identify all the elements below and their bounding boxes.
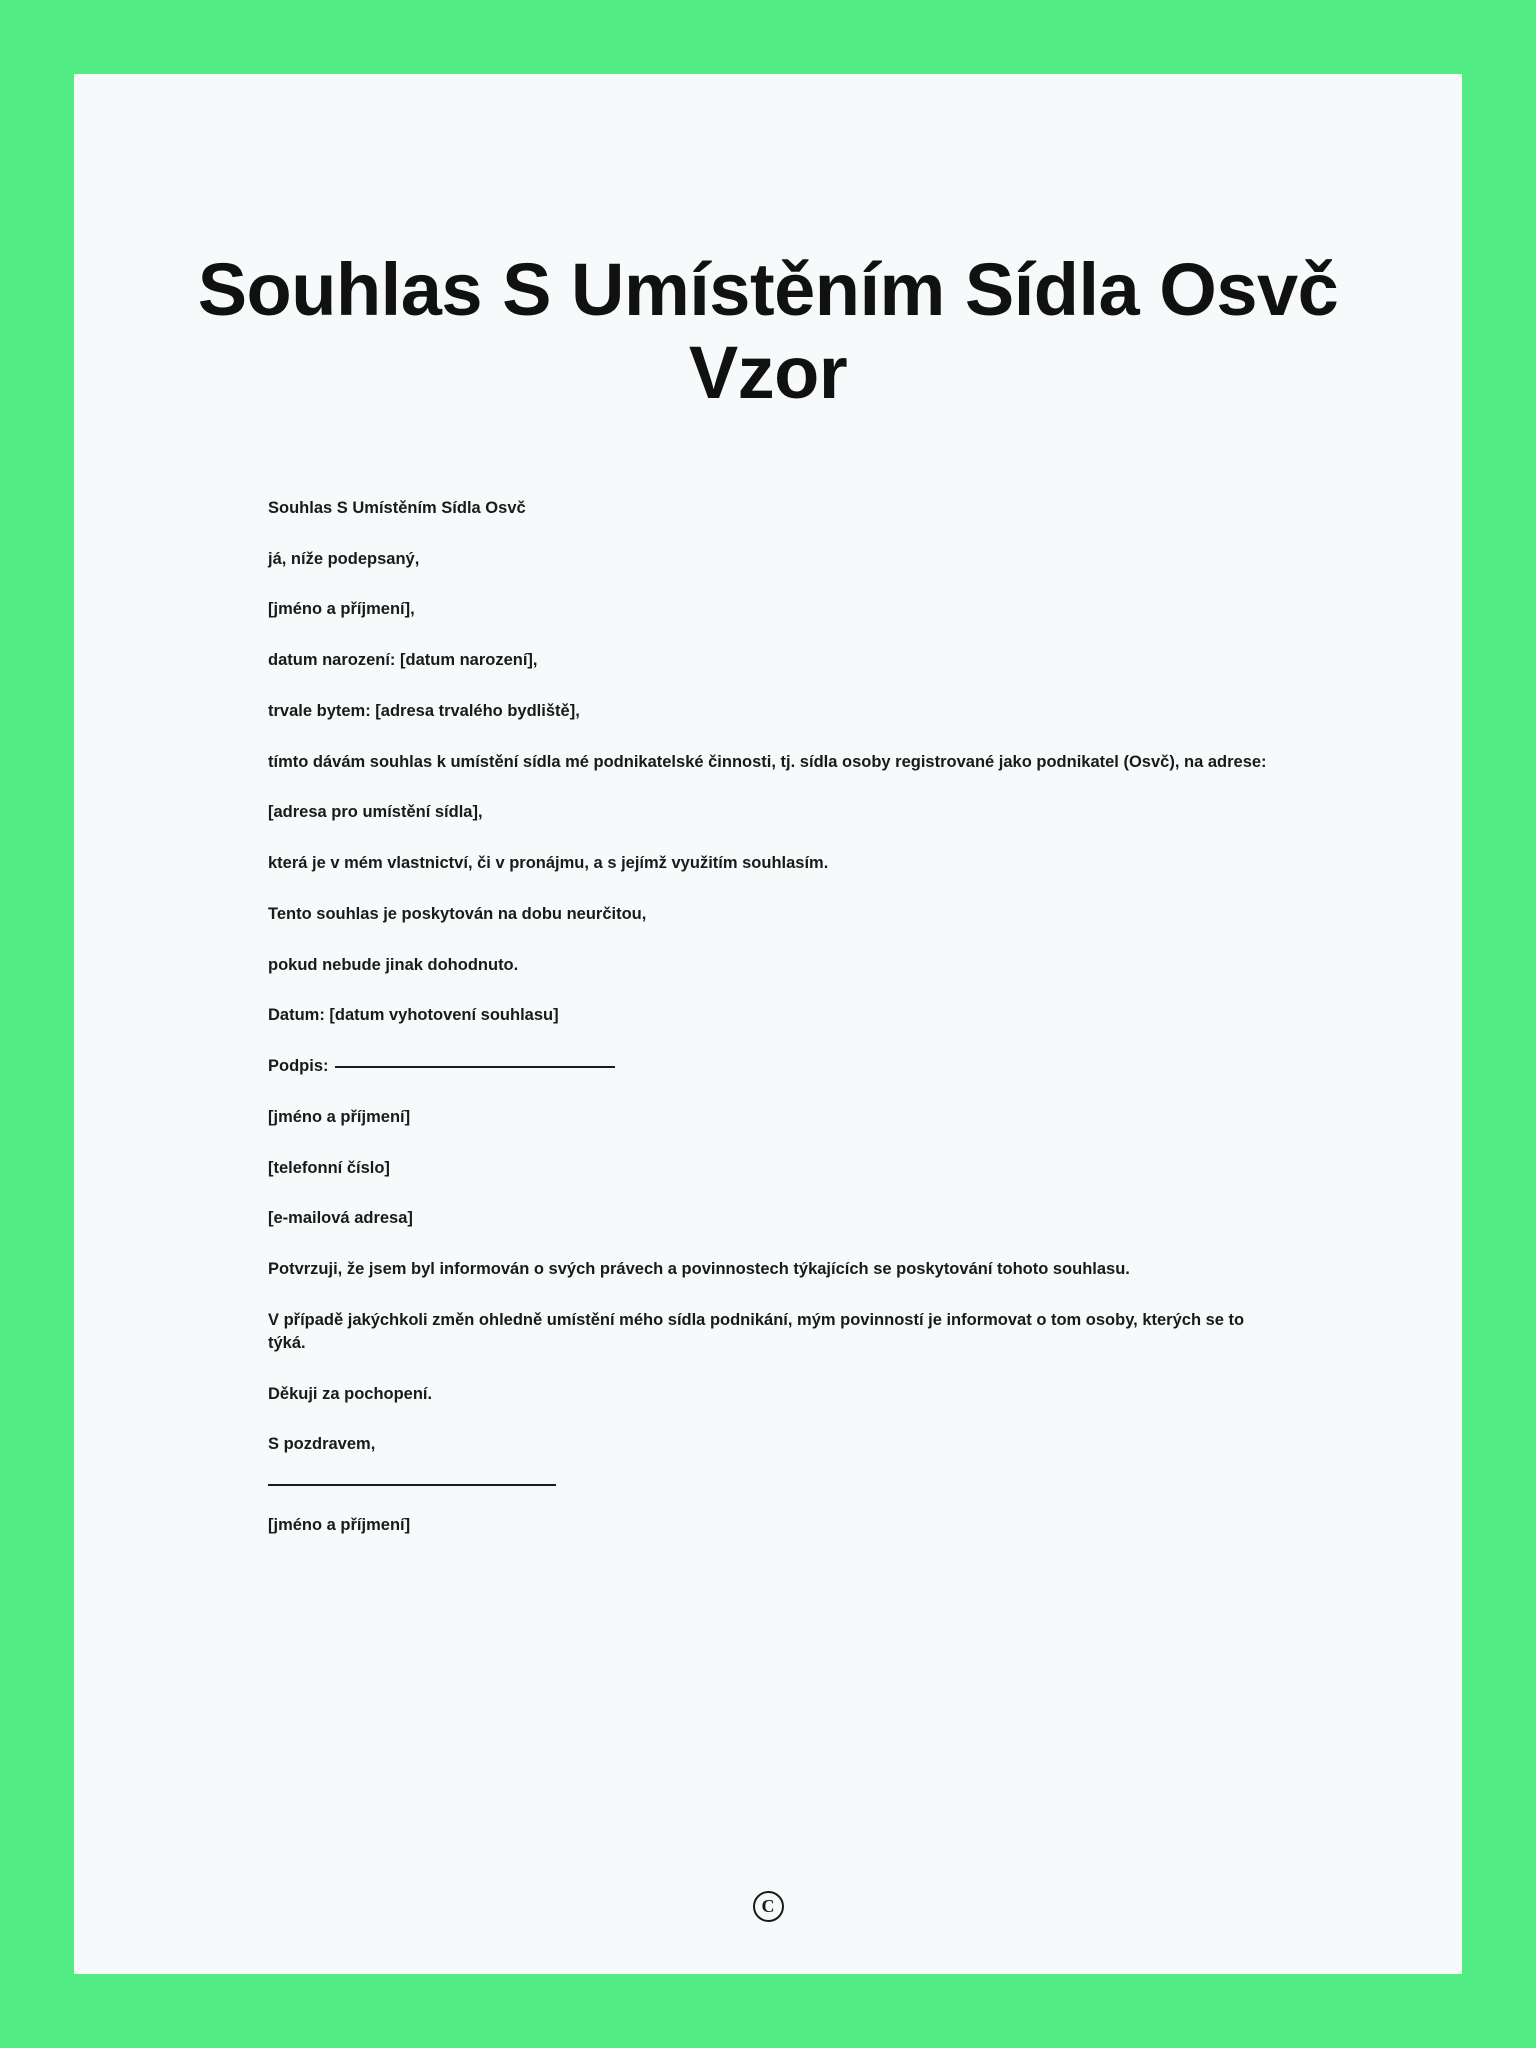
paragraph-change-notice: V případě jakýchkoli změn ohledně umístění mého sídla podnikání, mým povinností je informovat o tom osoby, kterých se to týká. <box>268 1311 1245 1352</box>
copyright-icon: C <box>753 1891 784 1922</box>
closing-signature-rule <box>268 1484 556 1486</box>
paragraph-date: Datum: [datum vyhotovení souhlasu] <box>268 1006 559 1025</box>
signer-email: [e-mailová adresa] <box>268 1209 413 1228</box>
closing-name: [jméno a příjmení] <box>268 1516 411 1535</box>
page-title: Souhlas S Umístěním Sídla Osvč Vzor <box>197 248 1339 414</box>
paragraph-name: [jméno a příjmení], <box>268 600 415 619</box>
signer-phone: [telefonní číslo] <box>268 1158 390 1177</box>
signer-name: [jméno a příjmení] <box>268 1107 411 1126</box>
document-body <box>268 415 1268 1537</box>
paragraph-declarant: já, níže podepsaný, <box>268 549 420 568</box>
document-page <box>74 74 1462 1974</box>
page-footer <box>74 1891 1462 1922</box>
paragraph-birthdate: datum narození: [datum narození], <box>268 651 538 670</box>
paragraph-ownership: která je v mém vlastnictví, či v pronájmu, a s jejímž využitím souhlasím. <box>268 854 829 873</box>
paragraph-regards: S pozdravem, <box>268 1435 376 1454</box>
paragraph-consent-statement: tímto dávám souhlas k umístění sídla mé podnikatelské činnosti, tj. sídla osoby registrované jako podnikatel (Osvč), na adrese: <box>268 752 1267 771</box>
signature-label: Podpis: <box>268 1057 329 1076</box>
paragraph-unless-agreed: pokud nebude jinak dohodnuto. <box>268 955 519 974</box>
paragraph-rights-confirmation: Potvrzuji, že jsem byl informován o svých právech a povinnostech týkajících se poskytování tohoto souhlasu. <box>268 1260 1130 1279</box>
document-heading: Souhlas S Umístěním Sídla Osvč <box>268 498 526 517</box>
paragraph-residence: trvale bytem: [adresa trvalého bydliště], <box>268 701 580 720</box>
signature-row <box>268 1055 1268 1078</box>
paragraph-thanks: Děkuji za pochopení. <box>268 1384 433 1403</box>
signature-line <box>335 1065 615 1068</box>
paragraph-duration: Tento souhlas je poskytován na dobu neurčitou, <box>268 904 647 923</box>
paragraph-seat-address: [adresa pro umístění sídla], <box>268 803 483 822</box>
